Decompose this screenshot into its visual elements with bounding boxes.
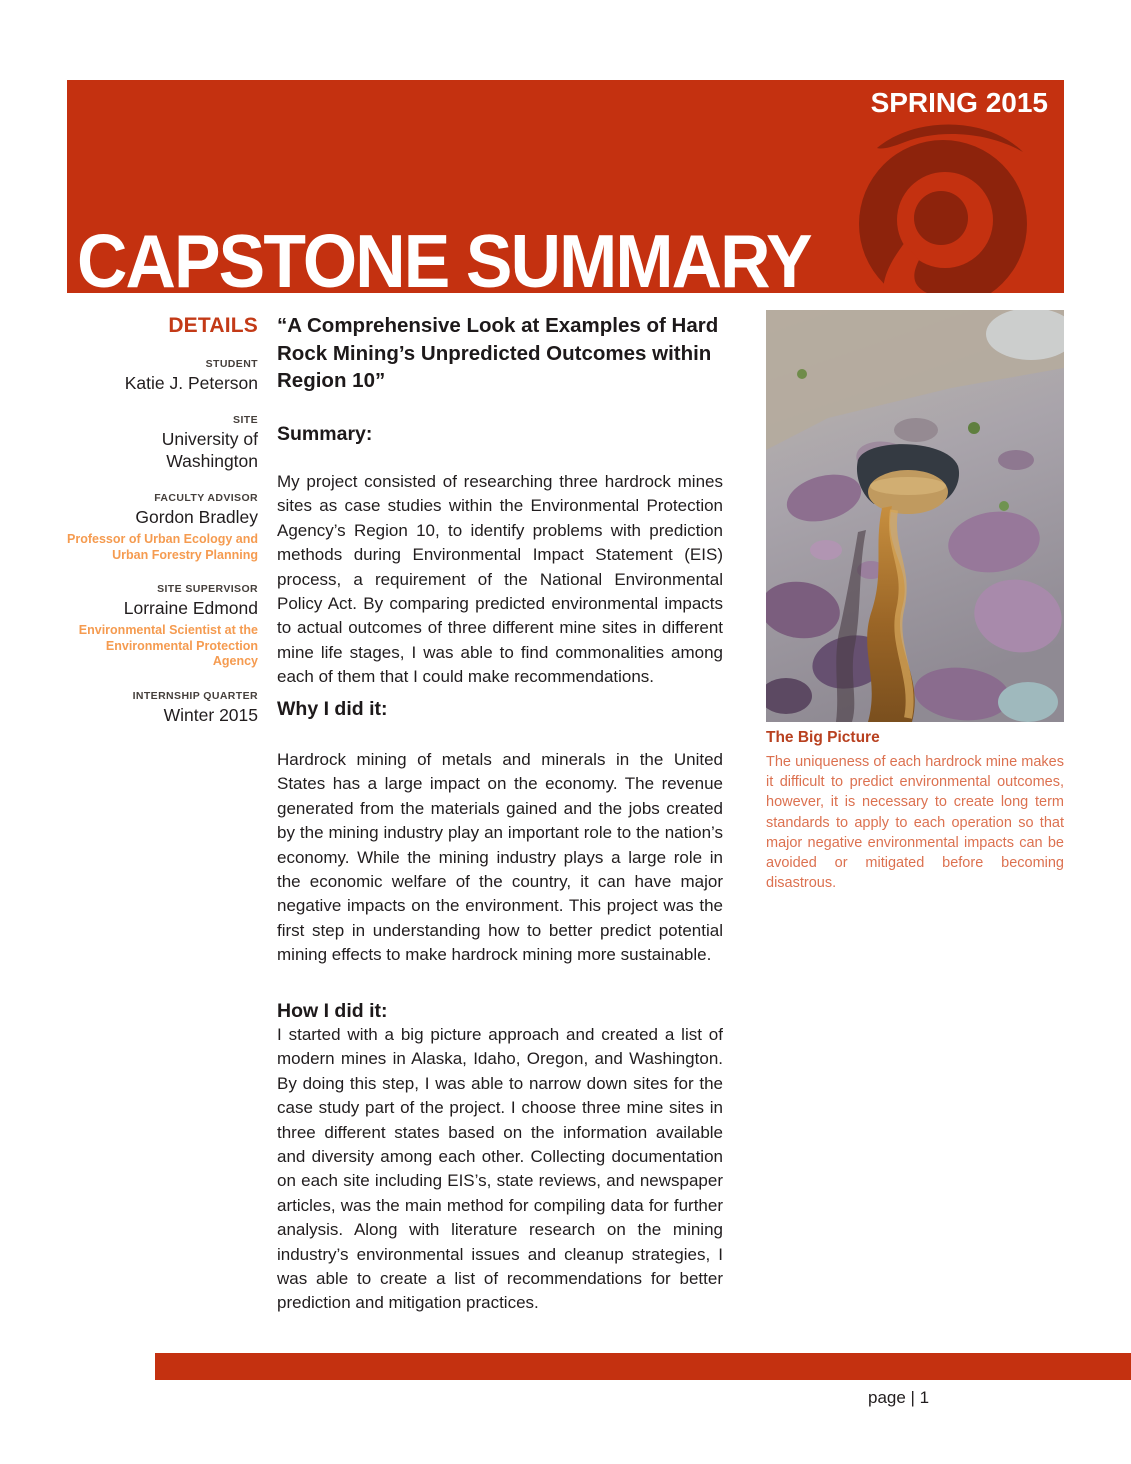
detail-value: Lorraine Edmond	[123, 598, 258, 618]
detail-field-internship-quarter	[67, 690, 258, 726]
details-heading: DETAILS	[168, 314, 258, 337]
detail-note: Environmental Scientist at the Environmental Protection Agency	[78, 623, 258, 668]
detail-note: Professor of Urban Ecology and Urban Forestry Planning	[67, 532, 259, 562]
photo-caption-body: The uniqueness of each hardrock mine makes it difficult to predict environmental outcomes, however, it is necessary to create long term standards to apply to each operation so that major negative environmental impacts can be avoided or mitigated before becoming disastrous.	[766, 754, 1064, 892]
detail-label: SITE	[233, 414, 258, 426]
section-heading-why: Why I did it:	[277, 698, 388, 720]
detail-label: STUDENT	[205, 358, 258, 370]
section-heading-summary: Summary:	[277, 423, 373, 445]
detail-value: Gordon Bradley	[135, 507, 258, 527]
detail-label: SITE SUPERVISOR	[157, 583, 258, 595]
section-body-why: Hardrock mining of metals and minerals in the United States has a large impact on the economy. The revenue generated from the materials gained and the jobs created by the mining industry play an important role to the nation’s economy. While the mining industry plays a large role in the economic welfare of the country, it can have major negative impacts on the environment. This project was the first step in understanding how to better predict potential mining effects to make hardrock mining more sustainable.	[277, 750, 723, 965]
detail-field-faculty-advisor	[67, 492, 258, 563]
mine-drainage-photo	[766, 310, 1064, 722]
detail-field-site	[67, 414, 258, 472]
photo-caption-heading: The Big Picture	[766, 729, 880, 746]
section-body-how: I started with a big picture approach and created a list of modern mines in Alaska, Idaho, Oregon, and Washington. By doing this step, I was able to narrow down sites for the case study part of the project. I choose three mine sites in three different states based on the information available and diversity among each other. Collecting documentation on each site including EIS’s, state reviews, and newspaper articles, was the main method for compiling data for further analysis. Along with literature research on the mining industry’s environmental issues and cleanup strategies, I was able to create a list of recommendations for better prediction and mitigation practices.	[277, 1025, 723, 1313]
section-body-summary: My project consisted of researching three hardrock mines sites as case studies within the Environmental Protection Agency’s Region 10, to identify problems with prediction methods during Environmental Impact Statement (EIS) process, a requirement of the National Environmental Policy Act. By comparing predicted environmental impacts to actual outcomes of three different mine sites in different mine life stages, I was able to find commonalities among each of them that I could make recommendations.	[277, 472, 723, 687]
detail-field-student	[67, 358, 258, 394]
detail-value: Katie J. Peterson	[124, 373, 258, 393]
detail-label: INTERNSHIP QUARTER	[132, 689, 258, 702]
detail-field-site-supervisor	[67, 583, 258, 670]
header-banner	[67, 80, 1064, 293]
detail-label: FACULTY ADVISOR	[154, 492, 258, 504]
masthead-title: CAPSTONE SUMMARY	[77, 219, 811, 293]
page-number: page | 1	[868, 1388, 930, 1407]
swirl-logo-icon	[825, 124, 1060, 293]
article-title: “A Comprehensive Look at Examples of Hard Rock Mining’s Unpredicted Outcomes within Region 10”	[277, 314, 719, 392]
footer-bar	[155, 1353, 1131, 1380]
detail-value: University of Washington	[161, 429, 258, 471]
detail-value: Winter 2015	[163, 704, 258, 725]
details-panel	[67, 314, 258, 746]
season-label: SPRING 2015	[870, 87, 1048, 118]
section-heading-how: How I did it:	[277, 1000, 388, 1022]
